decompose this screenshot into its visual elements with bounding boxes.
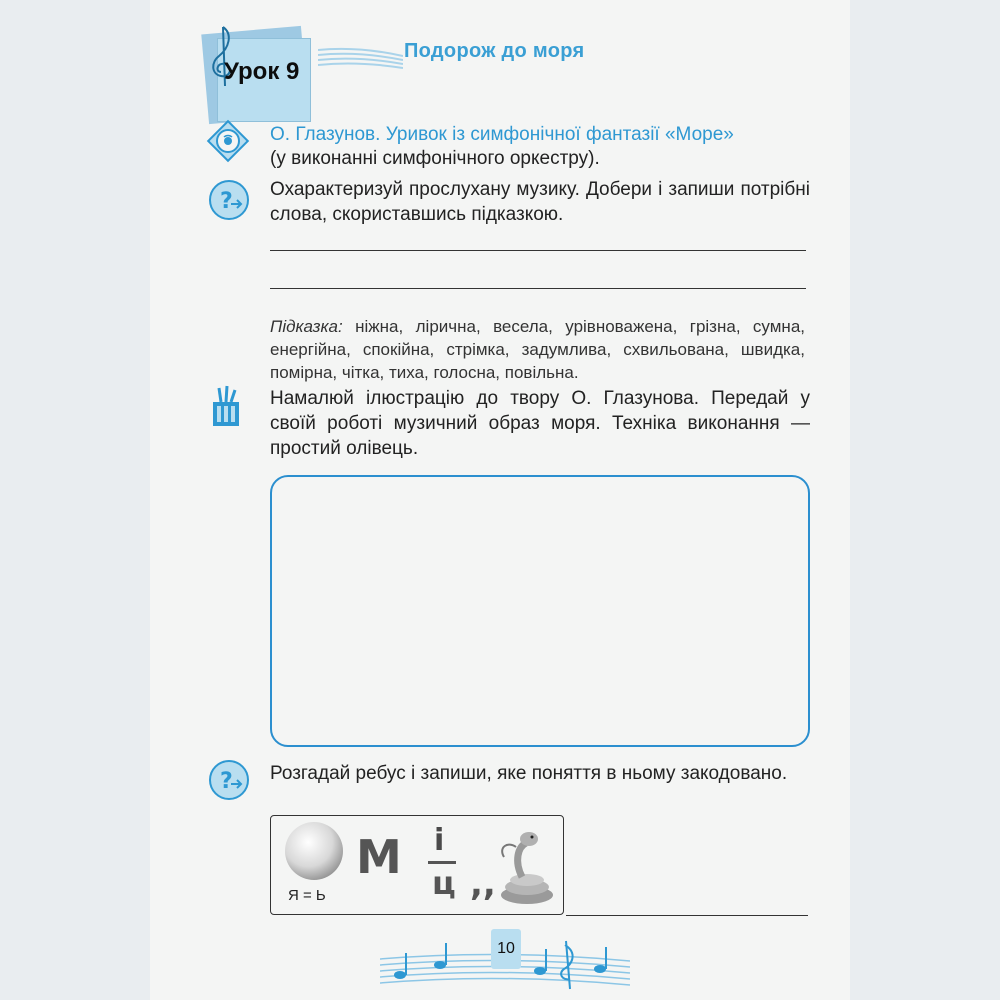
- lesson-title: Подорож до моря: [404, 40, 585, 62]
- svg-text:?: ?: [220, 769, 233, 794]
- hint-block: [270, 315, 805, 384]
- ball-picture: [283, 820, 345, 882]
- answer-line-1[interactable]: [270, 250, 806, 251]
- listening-performer: (у виконанні симфонічного оркестру).: [270, 148, 600, 169]
- page-number: 10: [491, 929, 521, 969]
- hint-label: Підказка:: [270, 317, 343, 336]
- rebus-fraction-bottom: ц: [432, 864, 456, 902]
- snake-picture: [496, 825, 558, 907]
- task1-text: Охарактеризуй прослухану музику. Добери і запиши потрібні слова, скориставшись підказкою.: [270, 179, 810, 225]
- cd-listen-icon: [205, 118, 251, 164]
- task3-text: Розгадай ребус і запиши, яке поняття в ньому закодовано.: [270, 763, 788, 784]
- question-icon: [207, 178, 251, 222]
- drawing-area[interactable]: [270, 475, 810, 747]
- task2-text: Намалюй ілюстрацію до твору О. Глазунова. Передай у своїй роботі музичний образ моря. Техніка виконання — простий олівець.: [270, 388, 810, 459]
- pencil-cup-icon: [205, 384, 249, 430]
- rebus-caption: Я = Ь: [288, 887, 326, 904]
- question-icon-2: [207, 758, 251, 802]
- svg-text:?: ?: [220, 189, 233, 214]
- rebus-commas: ,,: [470, 864, 496, 904]
- wave-stripes-decoration: [318, 44, 403, 74]
- rebus-answer-line[interactable]: [566, 915, 808, 916]
- rebus-letter-m: М: [356, 830, 402, 884]
- answer-line-2[interactable]: [270, 288, 806, 289]
- rebus-fraction-top: і: [434, 823, 445, 858]
- lesson-label: Урок 9: [224, 58, 300, 85]
- listening-title: О. Глазунов. Уривок із симфонічної фантазії «Море»: [270, 124, 734, 145]
- hint-words: ніжна, лірична, весела, урівноважена, грізна, сумна, енергійна, спокійна, стрімка, задумлива, схвильована, швидка, помірна, чітка, тиха, голосна, повільна.: [270, 317, 805, 382]
